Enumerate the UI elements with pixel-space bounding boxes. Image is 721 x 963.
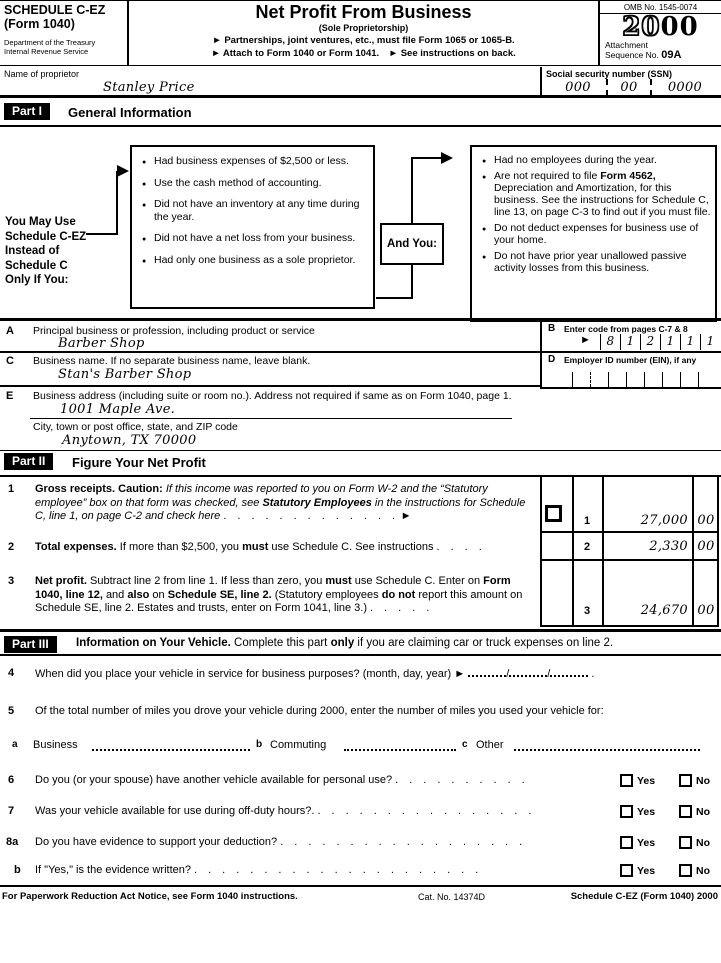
date-day-field[interactable] [509,667,547,677]
dot-leader: . . . . . . . . . . . . . . . . [314,805,532,817]
proprietor-label: Name of proprietor [4,69,80,79]
question6-no [679,774,710,787]
paperwork-notice: For Paperwork Reduction Act Notice, see Form 1040 instructions. [2,891,298,902]
part1-header [0,101,721,127]
date-slash: / [547,668,551,680]
question7-no [679,805,710,818]
question8a-yes [620,836,655,849]
attachment-line-2: Sequence No. [605,49,659,60]
condition-item: ● Had no employees during the year. [494,154,711,166]
fields-a-e [0,321,721,451]
field-a-value[interactable]: Barber Shop [58,336,145,351]
and-you-box: And You: [380,223,444,265]
line4-text: When did you place your vehicle in service for business purposes? (month, day, year) [35,668,452,680]
yes-checkbox[interactable] [620,836,633,849]
form-subtitle: (Sole Proprietorship) [318,23,409,33]
field-b-letter: B [548,323,556,334]
line1-text: Gross receipts. Caution: If this income was reported to you on Form W-2 and the “Statutory employee” box on that form was checked, see Statutory Employees in the instructions for Schedule C, line 1, on page C-2 and check here . . . . . . . . . . . . . ► [35,483,526,522]
ein-cells [554,372,716,387]
form-title-block [129,1,598,66]
business-code-digit[interactable]: 2 [640,334,660,350]
net-profit-value[interactable]: 24,670 [640,603,688,618]
amount-row2-number: 2 [583,541,591,553]
field-a-label: Principal business or profession, including product or service [33,325,315,337]
line5c-letter: c [462,739,468,750]
part3-title: Information on Your Vehicle. Complete this part only if you are claiming car or truck expenses on line 2. [76,637,614,649]
form-number: (Form 1040) [4,17,75,31]
ein-cell[interactable] [608,372,626,387]
gross-receipts-cents[interactable]: 00 [697,513,715,528]
part3-badge: Part III [4,636,57,653]
question8a-number: 8a [6,836,19,848]
omb-number: OMB No. 1545-0074 [600,1,721,14]
question6-label: Do you (or your spouse) have another vehicle available for personal use? [35,774,393,786]
question8a-no [679,836,710,849]
line3-text: Net profit. Subtract line 2 from line 1. If less than zero, you must use Schedule C. Enter on Form 1040, line 12, and also on Schedule SE, line 2. (Statutory employees do not report this amount on Schedule SE, line 2. Estates and trusts, enter on Form 1041, line 3.) . . . . . [35,575,523,614]
ssn-part-1[interactable]: 000 [565,80,591,95]
condition-item: ● Did not have an inventory at any time during the year. [154,198,369,223]
net-profit-cents[interactable]: 00 [697,603,715,618]
form-id-block [0,1,129,66]
business-code-digit[interactable]: 8 [600,334,620,350]
question8b-row [0,864,721,884]
part3-header [0,629,721,656]
question7-row [0,805,721,825]
condition-item: ● Do not have prior year unallowed passive activity losses from this business. [494,250,711,274]
yes-label: Yes [637,864,656,877]
question8b-no [679,864,710,877]
ein-cell[interactable] [662,372,680,387]
field-a-letter: A [6,325,14,337]
line5a-letter: a [12,739,18,750]
part2-body [0,477,721,629]
connector-line [411,157,413,223]
line2-number: 2 [8,541,15,553]
no-checkbox[interactable] [679,836,692,849]
question8b-yes [620,864,655,877]
no-label: No [696,836,710,849]
yes-label: Yes [637,805,656,818]
condition-item: ● Use the cash method of accounting. [154,177,369,190]
agency-block [4,39,123,56]
yes-checkbox[interactable] [620,774,633,787]
connector-line [411,265,413,299]
part2-title: Figure Your Net Profit [72,455,206,470]
condition-item: ● Do not deduct expenses for business use of your home. [494,222,711,246]
ssn-part-2[interactable]: 00 [620,80,638,95]
business-miles-field[interactable] [92,749,250,751]
no-label: No [696,864,710,877]
part1-title: General Information [68,105,192,120]
date-slash: / [506,668,510,680]
question7-number: 7 [8,805,15,817]
form-header [0,1,721,66]
no-label: No [696,774,710,787]
form-instruction-2: ► Attach to Form 1040 or Form 1041. ► See instructions on back. [211,48,516,59]
question7-yes [620,805,655,818]
dot-leader: . . . . . . . . . . . . . . . . . . [277,836,523,848]
business-code-digit[interactable]: 1 [660,334,680,350]
field-e-value[interactable]: 1001 Maple Ave. [60,402,176,417]
left-conditions-box [130,145,375,309]
field-d-box [540,351,721,389]
line4-row [0,667,721,687]
ssn-label: Social security number (SSN) [546,69,673,79]
commuting-miles-field[interactable] [344,749,456,751]
line5a-row [0,739,721,759]
tax-year-solid-digits: 00 [660,12,699,42]
ssn-part-3[interactable]: 0000 [667,80,703,95]
sequence-number: 09A [661,48,682,61]
may-use-label [5,215,117,288]
line3-number: 3 [8,575,15,587]
yes-label: Yes [637,836,656,849]
total-expenses-value[interactable]: 2,330 [649,539,688,554]
connector-line [376,297,413,299]
total-expenses-cents[interactable]: 00 [697,539,715,554]
question8a-text [35,836,615,848]
line4-number: 4 [8,667,15,679]
business-code-cells [600,334,720,350]
schedule-number: SCHEDULE C-EZ [4,3,106,17]
yes-checkbox[interactable] [620,805,633,818]
gross-receipts-value[interactable]: 27,000 [640,513,688,528]
may-use-line-4: Schedule C [5,259,68,272]
may-use-line-5: Only If You: [5,274,69,286]
ein-cell[interactable] [554,372,572,387]
part1-flowchart [0,127,721,321]
commuting-miles-label: Commuting [270,739,327,751]
other-miles-label: Other [476,739,504,751]
may-use-line-2: Schedule C-EZ [5,230,87,243]
form-title: Net Profit From Business [255,2,472,22]
question8b-label: If "Yes," is the evidence written? [35,864,191,876]
arrow-right-icon [117,165,129,177]
arrow-right-icon: ► [580,334,591,346]
question6-text [35,774,615,786]
business-code-digit[interactable]: 1 [620,334,640,350]
question8b-text [35,864,615,876]
connector-line [411,157,443,159]
question7-label: Was your vehicle available for use during off-duty hours?. [35,805,315,817]
may-use-line-3: Instead of [5,245,60,257]
part1-badge: Part I [4,103,50,120]
line5-text: Of the total number of miles you drove your vehicle during 2000, enter the number of miles you used your vehicle for: [35,705,604,717]
date-year-field[interactable] [550,667,588,677]
line5-row [0,705,721,725]
line4-text-wrap [35,667,594,680]
question6-row [0,774,721,794]
catalog-number: Cat. No. 14374D [418,892,486,902]
field-c-letter: C [6,355,14,367]
other-miles-field[interactable] [514,749,700,751]
condition-item: ● Had only one business as a sole proprietor. [154,254,369,267]
right-conditions-box [470,145,717,322]
divider-line [0,385,540,387]
business-miles-label: Business [33,739,78,751]
connector-line [86,233,118,235]
agency-line-2: Internal Revenue Service [4,46,89,56]
part2-header [0,451,721,477]
condition-item: ● Had business expenses of $2,500 or less. [154,155,369,168]
condition-item: ● Did not have a net loss from your business. [154,232,369,245]
ein-cell[interactable] [572,372,590,387]
field-d-letter: D [548,354,556,365]
connector-line [116,171,118,235]
field-b-box [540,321,721,351]
line5b-letter: b [256,739,263,750]
date-month-field[interactable] [468,667,506,677]
attachment-line-1: Attachment [605,40,648,50]
table-line [542,559,719,561]
form-footer-id: Schedule C-EZ (Form 1040) 2000 [570,891,718,902]
part3-body [0,656,721,885]
business-code-digit[interactable]: 1 [700,334,720,350]
agency-line-1: Department of the Treasury [4,38,96,47]
amount-row1-number: 1 [583,515,591,527]
dot-leader: . . . . . . . . . . [392,774,525,786]
ein-cell[interactable] [626,372,644,387]
tax-year [600,14,721,41]
field-c-label: Business name. If no separate business name, leave blank. [33,355,311,367]
attachment-block [600,41,721,60]
form-footer [0,885,721,907]
amount-row3-number: 3 [583,605,591,617]
question8b-number: b [14,864,21,876]
question6-yes [620,774,655,787]
ssn-box [540,67,721,98]
arrow-right-icon [441,152,453,164]
part2-badge: Part II [4,453,53,470]
question7-text [35,805,615,817]
question8a-row [0,836,721,856]
may-use-line-1: You May Use [5,216,76,228]
tax-year-outline-digits: 20 [622,12,661,42]
ein-cell[interactable] [590,372,608,387]
form-instruction-1: ► Partnerships, joint ventures, etc., must file Form 1065 or 1065-B. [212,35,515,46]
arrow-right-icon: ► [454,668,466,680]
yes-label: Yes [637,774,656,787]
field-c-value[interactable]: Stan's Barber Shop [58,367,192,382]
line2-text: Total expenses. If more than $2,500, you must use Schedule C. See instructions . . . . [35,541,482,553]
condition-item: ● Are not required to file Form 4562, Depreciation and Amortization, for this business. See the instructions for Schedule C, line 13, on page C-3 to find out if you must file. [494,170,711,218]
ssn-value [550,80,718,95]
table-line [542,531,719,533]
field-b-label: Enter code from pages C-7 & 8 [564,324,688,334]
proprietor-row [0,67,721,98]
question8a-label: Do you have evidence to support your deduction? [35,836,278,848]
line1-number: 1 [8,483,15,495]
field-d-label: Employer ID number (EIN), if any [564,355,697,365]
line5-number: 5 [8,705,15,717]
ein-cell[interactable] [698,372,716,387]
amount-table [540,477,719,627]
field-e-letter: E [6,390,14,402]
line4-period: . [591,668,595,680]
dot-leader: . . . . . . . . . . . . . . . . . . . . . [191,864,479,876]
city-label: City, town or post office, state, and ZIP code [33,421,238,433]
business-code-digit[interactable]: 1 [680,334,700,350]
field-e-label: Business address (including suite or room no.). Address not required if same as on Form 1040, page 1. [33,390,512,402]
question6-number: 6 [8,774,15,786]
omb-block [598,1,721,66]
no-checkbox[interactable] [679,805,692,818]
address-underline [30,418,512,419]
ein-cell[interactable] [644,372,662,387]
city-value[interactable]: Anytown, TX 70000 [62,433,197,448]
ein-cell[interactable] [680,372,698,387]
yes-checkbox[interactable] [620,864,633,877]
no-checkbox[interactable] [679,864,692,877]
no-checkbox[interactable] [679,774,692,787]
proprietor-name-field[interactable]: Stanley Price [103,80,195,95]
no-label: No [696,805,710,818]
